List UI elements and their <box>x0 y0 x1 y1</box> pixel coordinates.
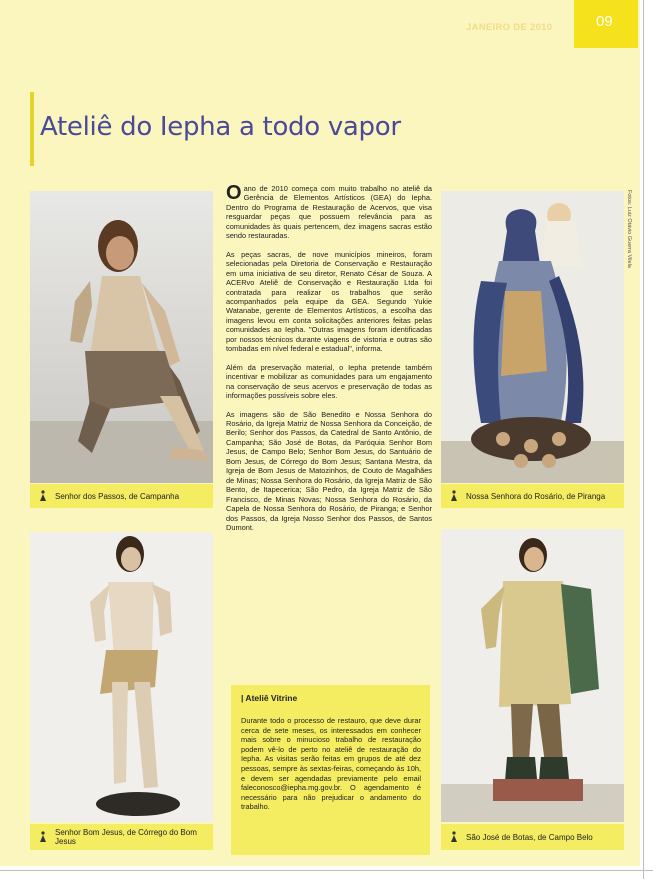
box-title: | Ateliê Vitrine <box>241 693 298 703</box>
statue-icon <box>449 490 459 502</box>
caption-text: Nossa Senhora do Rosário, de Piranga <box>466 491 606 501</box>
photo-sao-jose-de-botas <box>441 529 624 822</box>
statue-icon <box>38 490 48 502</box>
issue-date: JANEIRO DE 2010 <box>466 22 553 33</box>
statue-icon <box>38 831 48 843</box>
paragraph-4: As imagens são de São Benedito e Nossa Senhora do Rosário, da Igreja Matriz de Nossa Senhora da Conceição, de Berilo; Senhor dos Passos, da Catedral de Santo Antônio, de Campanha; São José de Botas, da Paróquia Senhor Bom Jesus, de Campo Belo; Senhor Bom Jesus, do Santuário de Bom Jesus, de Córrego do Bom Jesus; Santana Mestra, da Igreja de Bom Jesus de Matozinhos, de Couto de Magalhães de Minas; Nossa Senhora do Rosário, da Igreja Matriz de São Bento, de Itapecerica; São Pedro, da Igreja Matriz de São Francisco, de Minas Novas; Nossa Senhora do Rosário, da Capela de Nossa Senhora do Rosário, de Piranga; e Senhor dos Passos, da Igreja Nosso Senhor dos Passos, de Santos Dumont. <box>226 409 432 532</box>
article-body <box>226 184 432 541</box>
statue-icon <box>449 831 459 843</box>
caption-text: Senhor Bom Jesus, de Córrego do Bom Jesus <box>55 828 197 846</box>
paragraph-2: As peças sacras, de nove municípios mineiros, foram selecionadas pela Diretoria de Conservação e Restauração em uma iniciativa de seu diretor, Renato César de Souza. A ACERvo Ateliê de Conservação e Restauração Ltda foi contratada para realizar os trabalhos que serão acompanhados pela equipe da GEA. Segundo Yukie Watanabe, gerente de Elementos Artísticos, a escolha das imagens levou em conta solicitações anteriores feitas pelas comunidades ao Iepha. "Outras imagens foram identificadas por nossos técnicos durante viagens de vistoria e outras são tombadas em nível federal e estadual", informa. <box>226 249 432 354</box>
caption-senhor-bom-jesus <box>30 824 213 850</box>
caption-text: Senhor dos Passos, de Campanha <box>55 491 180 501</box>
photo-nossa-senhora-do-rosario <box>441 191 624 483</box>
photo-credit: Fotos: Luiz Otávio Guerra Vilela <box>626 190 632 268</box>
photo-senhor-bom-jesus <box>30 532 213 822</box>
box-text: Durante todo o processo de restauro, que deve durar cerca de sete meses, os interessados em conhecer mais sobre o minucioso trabalho de restauração podem vê-lo de perto no ateliê de restauração do Iepha. As visitas serão feitas em grupos de até dez pessoas, sempre às sextas-feiras, começando às 10h, e devem ser agendadas previamente pelo email faleconosco@iepha.mg.gov.br. O agendamento é necessário para não prejudicar o andamento do trabalho. <box>241 716 421 812</box>
page-edge-right <box>643 0 644 879</box>
drop-cap: O <box>226 182 242 204</box>
article-title: Ateliê do Iepha a todo vapor <box>40 112 401 142</box>
caption-nossa-senhora-do-rosario <box>441 484 624 508</box>
page-number: 09 <box>596 13 613 30</box>
paragraph-1: Oano de 2010 começa com muito trabalho no ateliê da Gerência de Elementos Artísticos (GEA) do Iepha. Dentro do Programa de Restauração de Acervos, que visa resguardar peças que possuem relevância para as comunidades às quais pertencem, dez imagens sacras estão sendo restauradas. <box>226 182 432 241</box>
title-accent-bar <box>30 92 34 166</box>
page-edge-bottom <box>0 870 653 871</box>
paragraph-3: Além da preservação material, o Iepha pretende também incentivar e mobilizar as comunidades para um engajamento na conservação de seus acervos e preservação de todas as informações possíveis sobre eles. <box>226 362 432 401</box>
caption-text: São José de Botas, de Campo Belo <box>466 832 593 842</box>
photo-senhor-dos-passos <box>30 191 213 483</box>
atelie-vitrine-box <box>231 685 430 855</box>
caption-sao-jose-de-botas <box>441 824 624 850</box>
caption-senhor-dos-passos <box>30 484 213 508</box>
